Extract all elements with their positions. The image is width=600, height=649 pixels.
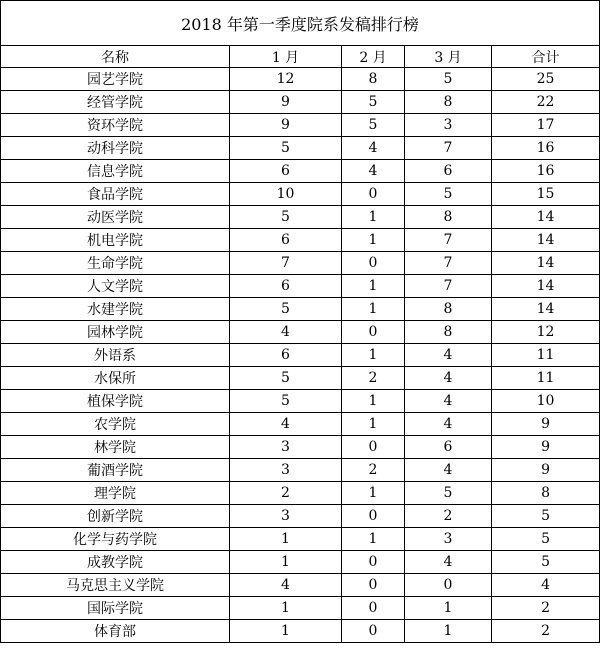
table-row — [1, 551, 600, 574]
header-month-2: 2 月 — [342, 46, 405, 68]
cell-total: 5 — [492, 528, 600, 551]
cell-month-2: 1 — [342, 206, 405, 229]
cell-month-1: 6 — [230, 344, 342, 367]
header-total: 合计 — [492, 46, 600, 68]
table-row — [1, 252, 600, 275]
cell-total: 10 — [492, 390, 600, 413]
cell-month-2: 0 — [342, 436, 405, 459]
cell-month-1: 3 — [230, 459, 342, 482]
cell-total: 12 — [492, 321, 600, 344]
cell-month-1: 3 — [230, 505, 342, 528]
cell-name: 信息学院 — [1, 160, 230, 183]
cell-name: 理学院 — [1, 482, 230, 505]
cell-name: 创新学院 — [1, 505, 230, 528]
cell-name: 园艺学院 — [1, 68, 230, 91]
cell-month-2: 2 — [342, 459, 405, 482]
cell-month-3: 5 — [405, 183, 492, 206]
cell-name: 外语系 — [1, 344, 230, 367]
table-row — [1, 275, 600, 298]
cell-month-3: 4 — [405, 390, 492, 413]
cell-month-2: 0 — [342, 321, 405, 344]
cell-total: 8 — [492, 482, 600, 505]
table-row — [1, 436, 600, 459]
cell-month-3: 8 — [405, 298, 492, 321]
cell-name: 资环学院 — [1, 114, 230, 137]
cell-month-2: 1 — [342, 413, 405, 436]
cell-month-1: 5 — [230, 390, 342, 413]
cell-total: 22 — [492, 91, 600, 114]
cell-month-1: 5 — [230, 367, 342, 390]
cell-month-2: 1 — [342, 275, 405, 298]
cell-month-2: 8 — [342, 68, 405, 91]
cell-total: 5 — [492, 551, 600, 574]
cell-month-1: 5 — [230, 298, 342, 321]
header-name: 名称 — [1, 46, 230, 68]
cell-month-2: 1 — [342, 229, 405, 252]
cell-month-1: 1 — [230, 528, 342, 551]
table-row — [1, 482, 600, 505]
cell-month-3: 1 — [405, 597, 492, 620]
cell-name: 食品学院 — [1, 183, 230, 206]
cell-month-1: 10 — [230, 183, 342, 206]
cell-month-1: 2 — [230, 482, 342, 505]
cell-month-3: 4 — [405, 459, 492, 482]
cell-name: 成教学院 — [1, 551, 230, 574]
cell-name: 人文学院 — [1, 275, 230, 298]
cell-total: 25 — [492, 68, 600, 91]
cell-name: 园林学院 — [1, 321, 230, 344]
cell-month-2: 1 — [342, 390, 405, 413]
cell-month-1: 5 — [230, 137, 342, 160]
cell-month-3: 3 — [405, 114, 492, 137]
cell-total: 16 — [492, 137, 600, 160]
title-row — [1, 1, 600, 46]
cell-month-1: 1 — [230, 597, 342, 620]
cell-total: 17 — [492, 114, 600, 137]
cell-month-1: 1 — [230, 620, 342, 643]
table-title: 2018 年第一季度院系发稿排行榜 — [1, 1, 600, 46]
cell-month-3: 3 — [405, 528, 492, 551]
cell-name: 动医学院 — [1, 206, 230, 229]
table-row — [1, 206, 600, 229]
cell-total: 16 — [492, 160, 600, 183]
cell-month-2: 0 — [342, 505, 405, 528]
cell-name: 马克思主义学院 — [1, 574, 230, 597]
cell-month-2: 4 — [342, 160, 405, 183]
cell-name: 化学与药学院 — [1, 528, 230, 551]
cell-total: 14 — [492, 298, 600, 321]
cell-month-2: 0 — [342, 183, 405, 206]
cell-name: 植保学院 — [1, 390, 230, 413]
header-month-1: 1 月 — [230, 46, 342, 68]
cell-month-2: 1 — [342, 482, 405, 505]
cell-month-2: 2 — [342, 367, 405, 390]
cell-name: 水建学院 — [1, 298, 230, 321]
cell-total: 11 — [492, 367, 600, 390]
table-row — [1, 574, 600, 597]
cell-month-1: 4 — [230, 574, 342, 597]
cell-month-1: 6 — [230, 275, 342, 298]
cell-month-2: 0 — [342, 252, 405, 275]
cell-month-3: 4 — [405, 344, 492, 367]
cell-month-1: 3 — [230, 436, 342, 459]
cell-month-3: 4 — [405, 367, 492, 390]
header-row — [1, 46, 600, 68]
table-row — [1, 344, 600, 367]
cell-month-2: 1 — [342, 298, 405, 321]
table-row — [1, 91, 600, 114]
table-row — [1, 459, 600, 482]
cell-month-2: 0 — [342, 620, 405, 643]
cell-month-3: 6 — [405, 160, 492, 183]
cell-month-3: 4 — [405, 413, 492, 436]
cell-name: 葡酒学院 — [1, 459, 230, 482]
cell-month-1: 9 — [230, 114, 342, 137]
table-row — [1, 505, 600, 528]
cell-month-3: 5 — [405, 482, 492, 505]
cell-name: 经管学院 — [1, 91, 230, 114]
cell-month-1: 7 — [230, 252, 342, 275]
cell-name: 国际学院 — [1, 597, 230, 620]
table-body — [1, 68, 600, 643]
table-row — [1, 367, 600, 390]
cell-month-2: 1 — [342, 344, 405, 367]
table-row — [1, 597, 600, 620]
cell-name: 机电学院 — [1, 229, 230, 252]
cell-month-1: 4 — [230, 413, 342, 436]
cell-month-3: 7 — [405, 275, 492, 298]
cell-month-3: 8 — [405, 91, 492, 114]
cell-total: 2 — [492, 597, 600, 620]
cell-month-2: 0 — [342, 574, 405, 597]
table-row — [1, 114, 600, 137]
cell-month-1: 1 — [230, 551, 342, 574]
cell-month-1: 4 — [230, 321, 342, 344]
table-row — [1, 620, 600, 643]
cell-month-3: 6 — [405, 436, 492, 459]
cell-month-2: 5 — [342, 91, 405, 114]
table-row — [1, 321, 600, 344]
cell-month-3: 8 — [405, 206, 492, 229]
table-row — [1, 413, 600, 436]
cell-month-2: 0 — [342, 551, 405, 574]
cell-month-1: 5 — [230, 206, 342, 229]
cell-total: 9 — [492, 459, 600, 482]
cell-month-2: 0 — [342, 597, 405, 620]
cell-total: 14 — [492, 229, 600, 252]
cell-name: 农学院 — [1, 413, 230, 436]
cell-month-2: 1 — [342, 528, 405, 551]
header-month-3: 3 月 — [405, 46, 492, 68]
cell-total: 4 — [492, 574, 600, 597]
table-row — [1, 137, 600, 160]
cell-month-2: 5 — [342, 114, 405, 137]
table-row — [1, 160, 600, 183]
cell-month-1: 6 — [230, 229, 342, 252]
cell-total: 14 — [492, 206, 600, 229]
cell-name: 水保所 — [1, 367, 230, 390]
cell-name: 生命学院 — [1, 252, 230, 275]
cell-name: 林学院 — [1, 436, 230, 459]
cell-total: 15 — [492, 183, 600, 206]
cell-month-1: 12 — [230, 68, 342, 91]
cell-total: 9 — [492, 436, 600, 459]
table-row — [1, 229, 600, 252]
cell-total: 14 — [492, 275, 600, 298]
cell-month-2: 4 — [342, 137, 405, 160]
cell-name: 动科学院 — [1, 137, 230, 160]
cell-month-1: 9 — [230, 91, 342, 114]
cell-month-3: 2 — [405, 505, 492, 528]
cell-total: 9 — [492, 413, 600, 436]
cell-total: 14 — [492, 252, 600, 275]
cell-month-3: 4 — [405, 551, 492, 574]
table-row — [1, 528, 600, 551]
table-row — [1, 298, 600, 321]
cell-month-3: 7 — [405, 252, 492, 275]
cell-total: 11 — [492, 344, 600, 367]
table-row — [1, 68, 600, 91]
cell-total: 5 — [492, 505, 600, 528]
cell-name: 体育部 — [1, 620, 230, 643]
table-row — [1, 390, 600, 413]
cell-month-3: 8 — [405, 321, 492, 344]
cell-total: 2 — [492, 620, 600, 643]
cell-month-3: 7 — [405, 229, 492, 252]
cell-month-3: 7 — [405, 137, 492, 160]
cell-month-3: 5 — [405, 68, 492, 91]
cell-month-3: 1 — [405, 620, 492, 643]
cell-month-3: 0 — [405, 574, 492, 597]
cell-month-1: 6 — [230, 160, 342, 183]
table-row — [1, 183, 600, 206]
